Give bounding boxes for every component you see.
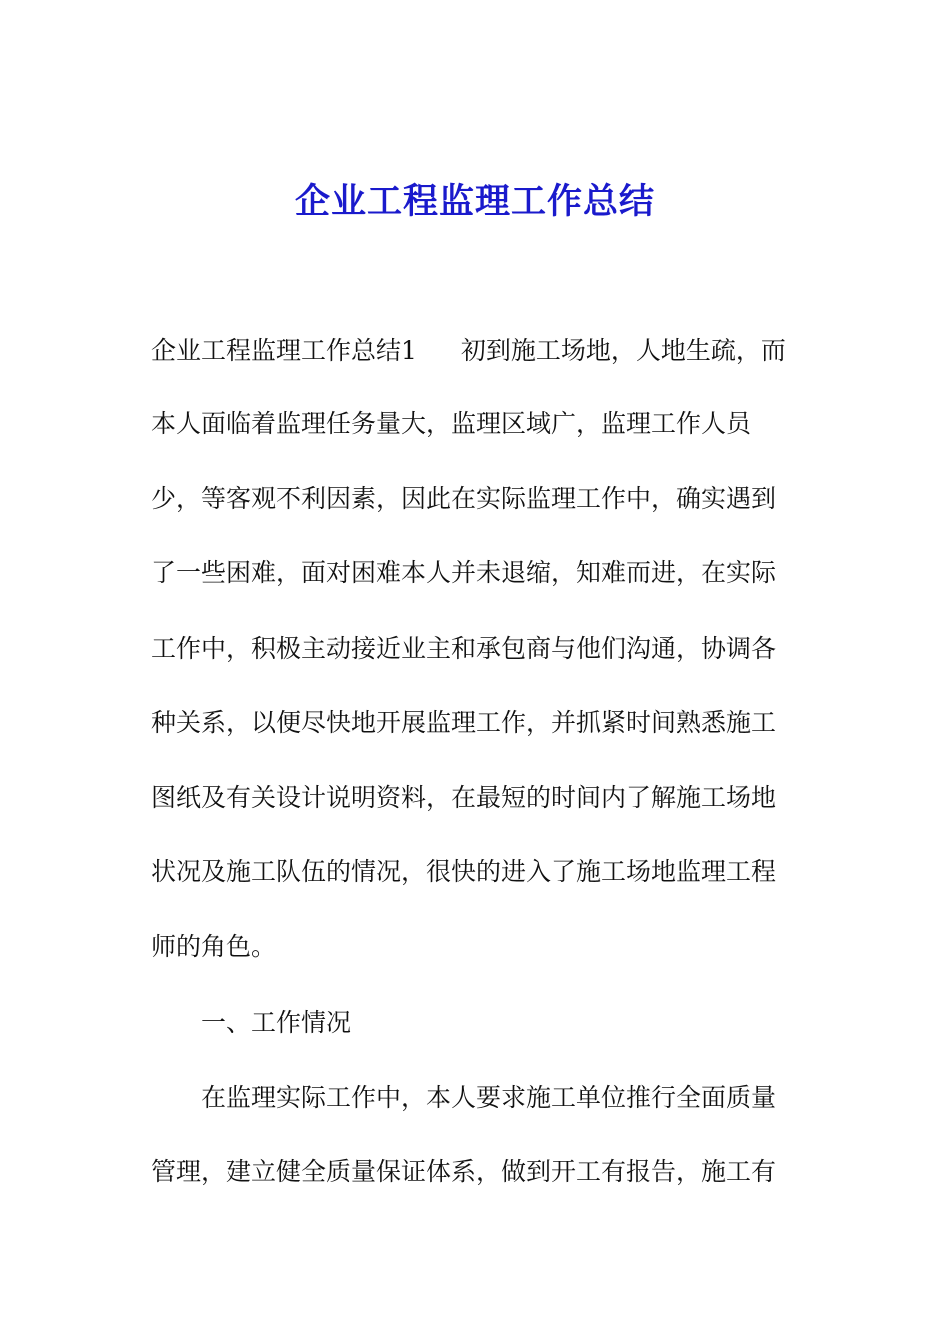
text-line-1 — [151, 333, 786, 369]
text-line: 图纸及有关设计说明资料，在最短的时间内了解施工场地 — [151, 783, 777, 812]
text-line: 工作中，积极主动接近业主和承包商与他们沟通，协调各 — [151, 634, 777, 663]
text-line: 师的角色。 — [151, 932, 277, 961]
text-line: 本人面临着监理任务量大，监理区域广，监理工作人员 — [151, 409, 752, 438]
section-heading: 一、工作情况 — [201, 1008, 352, 1037]
document-title: 企业工程监理工作总结 — [294, 181, 655, 222]
text-line: 种关系，以便尽快地开展监理工作，并抓紧时间熟悉施工 — [151, 708, 777, 737]
text-line: 状况及施工队伍的情况，很快的进入了施工场地监理工程 — [151, 857, 777, 886]
article-heading: 企业工程监理工作总结1 — [151, 336, 417, 365]
text-line: 了一些困难，面对困难本人并未退缩，知难而进，在实际 — [151, 558, 777, 587]
text-line: 在监理实际工作中，本人要求施工单位推行全面质量 — [201, 1083, 777, 1112]
text-line: 少，等客观不利因素，因此在实际监理工作中，确实遇到 — [151, 484, 777, 513]
first-line-text: 初到施工场地，人地生疏，而 — [460, 336, 786, 365]
text-line: 管理，建立健全质量保证体系，做到开工有报告，施工有 — [151, 1157, 777, 1186]
